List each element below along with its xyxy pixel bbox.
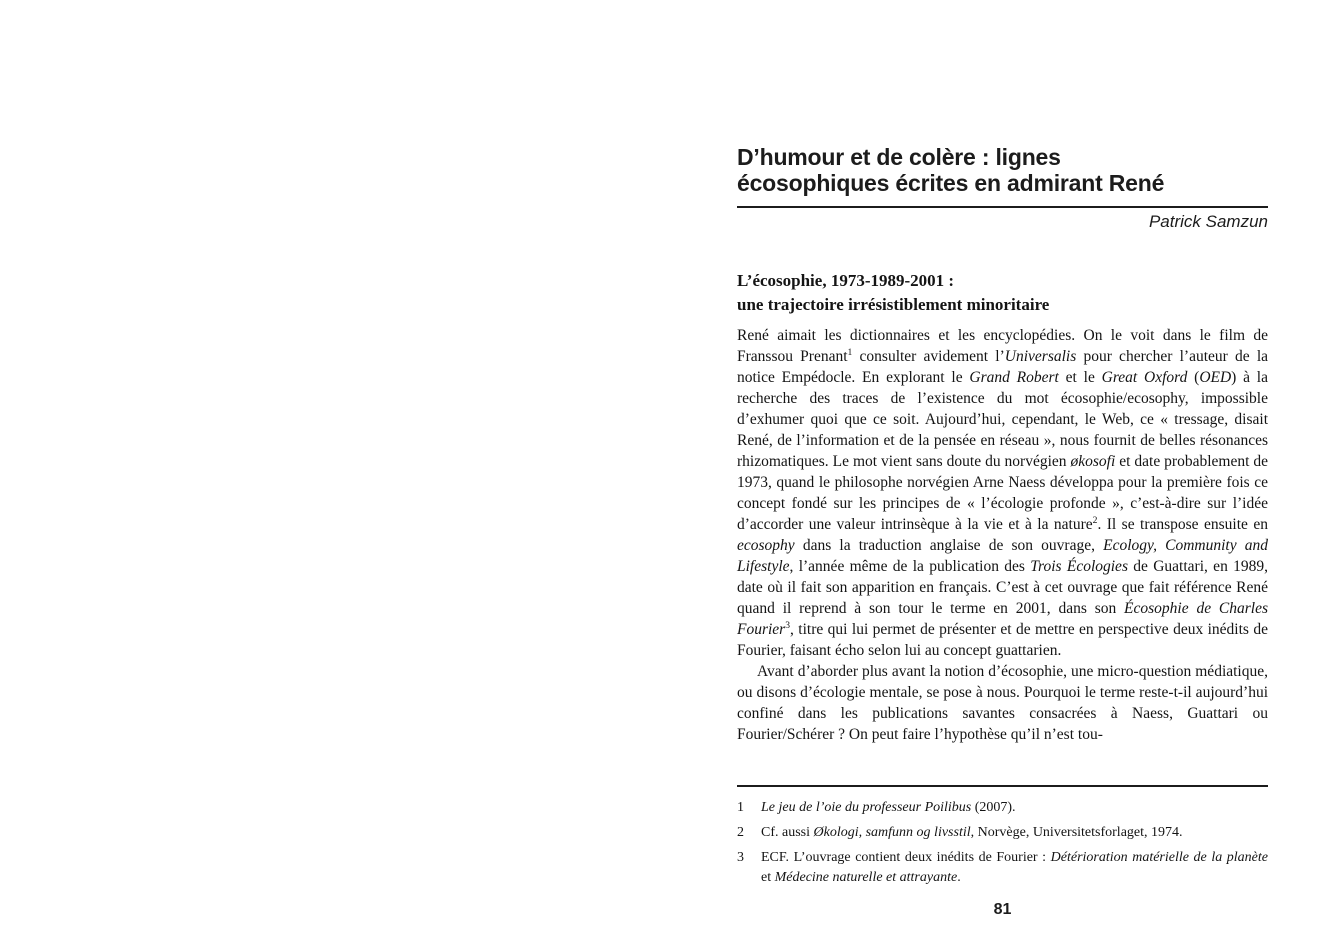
author-byline: Patrick Samzun: [1148, 212, 1268, 231]
page-number: 81: [993, 901, 1012, 918]
article-column: [737, 0, 1268, 949]
article-body: [737, 325, 1268, 745]
title-line-2: écosophiques écrites en admirant René: [737, 170, 1165, 196]
footnote-list: [737, 798, 1268, 893]
footnote-divider: [737, 785, 1268, 787]
footnote-number: 1: [737, 800, 744, 815]
footnote-item-1: [737, 798, 1268, 818]
heading-line-2: une trajectoire irrésistiblement minoritaire: [737, 295, 1050, 314]
title-rule-divider: [737, 206, 1268, 208]
title-line-1: D’humour et de colère : lignes: [737, 144, 1061, 170]
footnote-text: ECF. L’ouvrage contient deux inédits de Fourier : Détérioration matérielle de la planète et Médecine naturelle et attrayante.: [761, 850, 1268, 885]
section-heading: [737, 269, 1268, 317]
footnote-number: 2: [737, 825, 744, 840]
footnote-text: Cf. aussi Økologi, samfunn og livsstil, Norvège, Universitetsforlaget, 1974.: [761, 825, 1183, 840]
paragraph-2: Avant d’aborder plus avant la notion d’écosophie, une micro-question médiatique, ou disons d’écologie mentale, se pose à nous. Pourquoi le terme reste-t-il aujourd’hui confiné dans les publications savantes consacrées à Naess, Guattari ou Fourier/Schérer ? On peut faire l’hypothèse qu’il n’est tou-: [737, 663, 1268, 743]
article-title: [737, 144, 1268, 196]
footnote-number: 3: [737, 850, 744, 865]
footnote-item-3: [737, 848, 1268, 888]
paragraph-1: René aimait les dictionnaires et les encyclopédies. On le voit dans le film de Franssou Prenant$^1$ consulter avidement l’Universalis pour chercher l’auteur de la notice Empédocle. En explorant le Grand Robert et le Great Oxford (OED) à la recherche des traces de l’existence du mot écosophie/ecosophy, impossible d’exhumer quoi que ce soit. Aujourd’hui, cependant, le Web, ce « tressage, disait René, de l’information et de la pensée en réseau », nous fournit de belles résonances rhizomatiques. Le mot vient sans doute du norvégien økosofi et date probablement de 1973, quand le philosophe norvégien Arne Naess développa pour la première fois ce concept fondé sur les principes de « l’écologie profonde », c’est-à-dire sur l’idée d’accorder une valeur intrinsèque à la vie et à la nature$^2$. Il se transpose ensuite en ecosophy dans la traduction anglaise de son ouvrage, Ecology, Community and Lifestyle, l’année même de la publication des Trois Écologies de Guattari, en 1989, date où il fait son apparition en français. C’est à cet ouvrage que fait référence René quand il reprend à son tour le terme en 2001, dans son Écosophie de Charles Fourier$^3$, titre qui lui permet de présenter et de mettre en perspective deux inédits de Fourier, faisant écho selon lui au concept guattarien.: [737, 327, 1269, 659]
footnote-item-2: [737, 823, 1268, 843]
heading-line-1: L’écosophie, 1973-1989-2001 :: [737, 271, 955, 290]
footnote-text: Le jeu de l’oie du professeur Poilibus (2007).: [761, 800, 1016, 815]
